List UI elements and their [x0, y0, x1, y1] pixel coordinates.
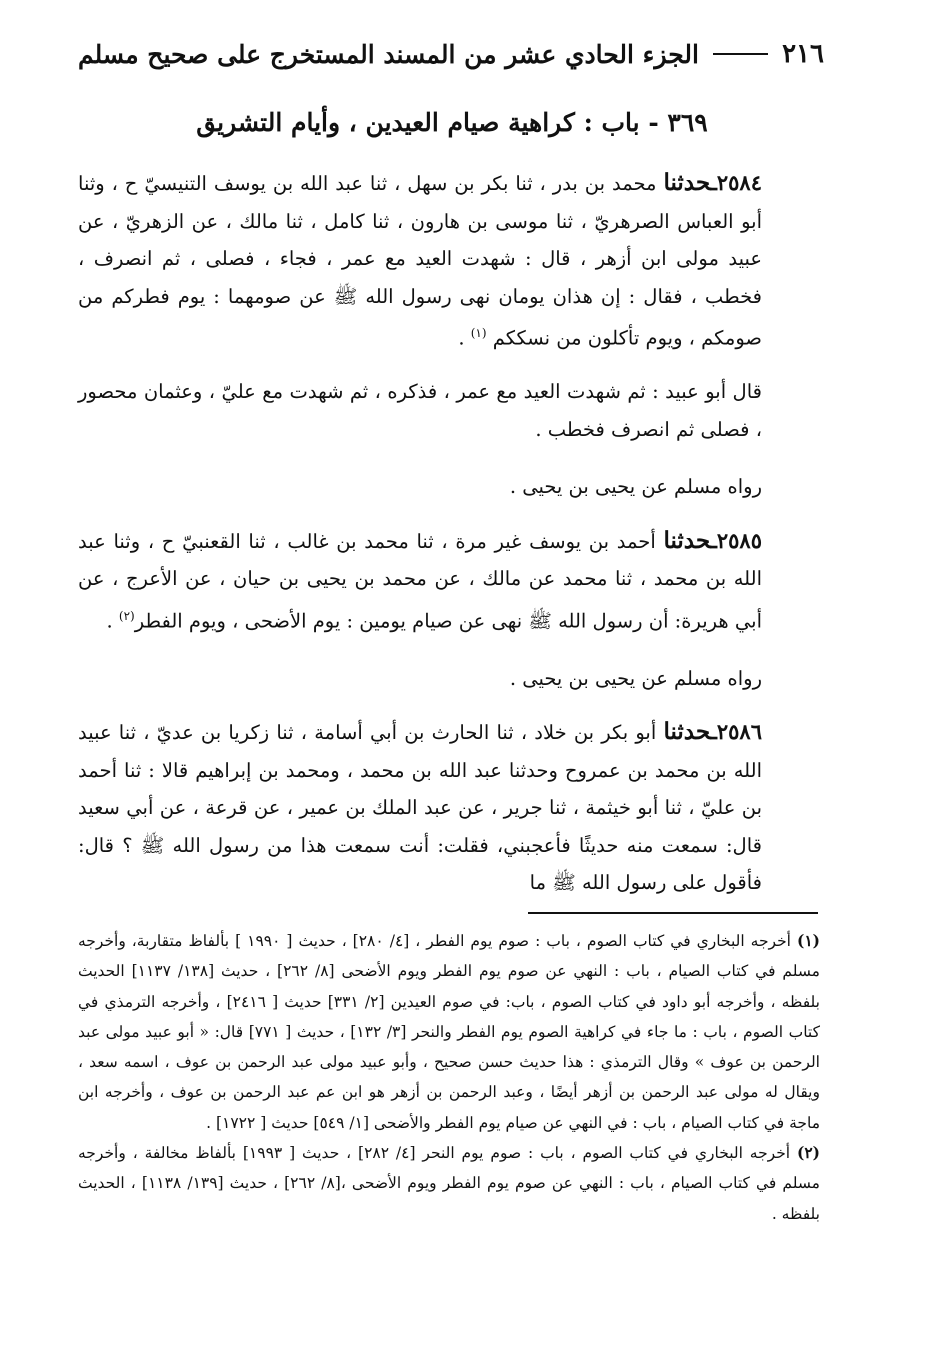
body-text — [78, 164, 818, 902]
footnote-number: (٢) — [796, 1143, 820, 1163]
haddathana-word: حدثنا — [663, 526, 711, 554]
riwaya-line: رواه مسلم عن يحيى بن يحيى . — [509, 666, 762, 690]
footnotes — [78, 926, 820, 1229]
footnote-mark: (٢) — [118, 608, 135, 623]
hadith-text: محمد بن بدر ، ثنا بكر بن سهل ، ثنا عبد الله بن يوسف التنيسيّ ح ، وثنا أبو العباس الصرهريّ ، ثنا موسى بن هارون ، ثنا كامل ، ثنا مالك ، عن الزهريّ ، عن عبيد مولى ابن أزهر ، قال : شهدت العيد مع عمر ، فجاء ، فصلى ، ثم انصرف ، فخطب ، فقال : إن هذان يومان نهى رسول الله ﷺ عن صومهما : يوم فطركم من صومكم ، ويوم تأكلون من نسككم — [78, 172, 762, 350]
hadith-2584 — [78, 164, 818, 357]
hadith-note: قال أبو عبيد : ثم شهدت العيد مع عمر ، فذكره ، ثم شهدت مع عليّ ، وعثمان محصور ، فصلى ثم انصرف فخطب . — [78, 380, 762, 441]
hadith-text: أحمد بن يوسف غير مرة ، ثنا محمد بن غالب ، ثنا القعنبيّ ح ، وثنا عبد الله بن محمد ، ثنا محمد عن مالك ، عن محمد بن يحيى بن حيان ، عن الأعرج ، عن أبي هريرة: أن رسول الله ﷺ نهى عن صيام يومين : يوم الأضحى ، ويوم الفطر — [78, 529, 762, 632]
footnote-rule — [528, 912, 818, 914]
footnote-text: أخرجه البخاري في كتاب الصوم ، باب : صوم يوم الفطر ، [٤/ ٢٨٠] ، حديث [ ١٩٩٠ ] بألفاظ متقاربة، وأخرجه مسلم في كتاب الصيام ، باب : النهي عن صوم يوم الفطر ويوم الأضحى [٨/ ٢٦٢] ، حديث [١٣٨/ ١١٣٧] الحديث بلفظه ، وأخرجه أبو داود في كتاب الصوم ، باب: في صوم العيدين [٢/ ٣٣١] حديث [ ٢٤١٦] ، وأخرجه الترمذي في كتاب الصوم ، باب : ما جاء في كراهية الصوم يوم الفطر والنحر [٣/ ١٣٢] ، حديث [ ٧٧١] قال: « أبو عبيد مولى عبد الرحمن بن عوف » وقال الترمذي : هذا حديث حسن صحيح ، وأبو عبيد مولى عبد الرحمن بن عوف ، اسمه سعد ، ويقال له مولى عبد الرحمن بن أزهر أيضًا ، وعبد الرحمن بن أزهر هو ابن عم عبد الرحمن بن عوف ، وأخرجه ابن ماجة في كتاب الصيام ، باب : في النهي عن صيام يوم الفطر والأضحى [١/ ٥٤٩] حديث [ ١٧٢٢] . — [78, 932, 820, 1132]
hadith-ending: . — [106, 609, 119, 632]
riwaya-line: رواه مسلم عن يحيى بن يحيى . — [509, 475, 762, 498]
hadith-text: أبو بكر بن خلاد ، ثنا الحارث بن أبي أسامة ، ثنا زكريا بن عديّ ، ثنا عبيد الله بن محمد بن عمروح وحدثنا عبد الله بن محمد ، ومحمد بن إبراهيم قالا : ثنا أحمد بن عليّ ، ثنا أبو خيثمة ، ثنا جرير ، عن عبد الملك بن عمير ، عن قرعة ، عن أبي سعيد قال: سمعت منه حديثًا فأعجبني، فقلت: أنت سمعت هذا من رسول الله ﷺ ؟ قال: فأقول على رسول الله ﷺ ما — [78, 721, 762, 894]
haddathana-word: حدثنا — [663, 718, 711, 745]
footnote-1 — [78, 926, 820, 1138]
hadith-number: ٢٥٨٤ـ — [710, 170, 762, 195]
running-header — [78, 32, 824, 76]
hadith-number: ٢٥٨٦ـ — [710, 719, 762, 744]
hadith-2585 — [78, 522, 818, 640]
hadith-2586 — [78, 713, 818, 902]
haddathana-word: حدثنا — [663, 169, 711, 196]
chapter-title: ٣٦٩ - باب : كراهية صيام العيدين ، وأيام التشريق — [196, 108, 708, 137]
page-number: ٢١٦ — [782, 39, 824, 69]
footnote-2 — [78, 1138, 820, 1229]
header-rule — [713, 53, 768, 55]
hadith-ending: . — [458, 326, 471, 350]
footnote-mark: (١) — [470, 326, 487, 340]
hadith-number: ٢٥٨٥ـ — [710, 527, 762, 553]
footnote-text: أخرجه البخاري في كتاب الصوم ، باب : صوم يوم النحر [٤/ ٢٨٢] ، حديث [ ١٩٩٣] بألفاظ مخالفة ، وأخرجه مسلم في كتاب الصيام ، باب : النهي عن صوم يوم الفطر ويوم الأضحى ،[٨/ ٢٦٢] ، حديث [١٣٩/ ١١٣٨] ، الحديث بلفظه . — [78, 1144, 820, 1223]
running-title: الجزء الحادي عشر من المسند المستخرج على صحيح مسلم — [78, 39, 699, 69]
footnote-number: (١) — [796, 931, 820, 950]
